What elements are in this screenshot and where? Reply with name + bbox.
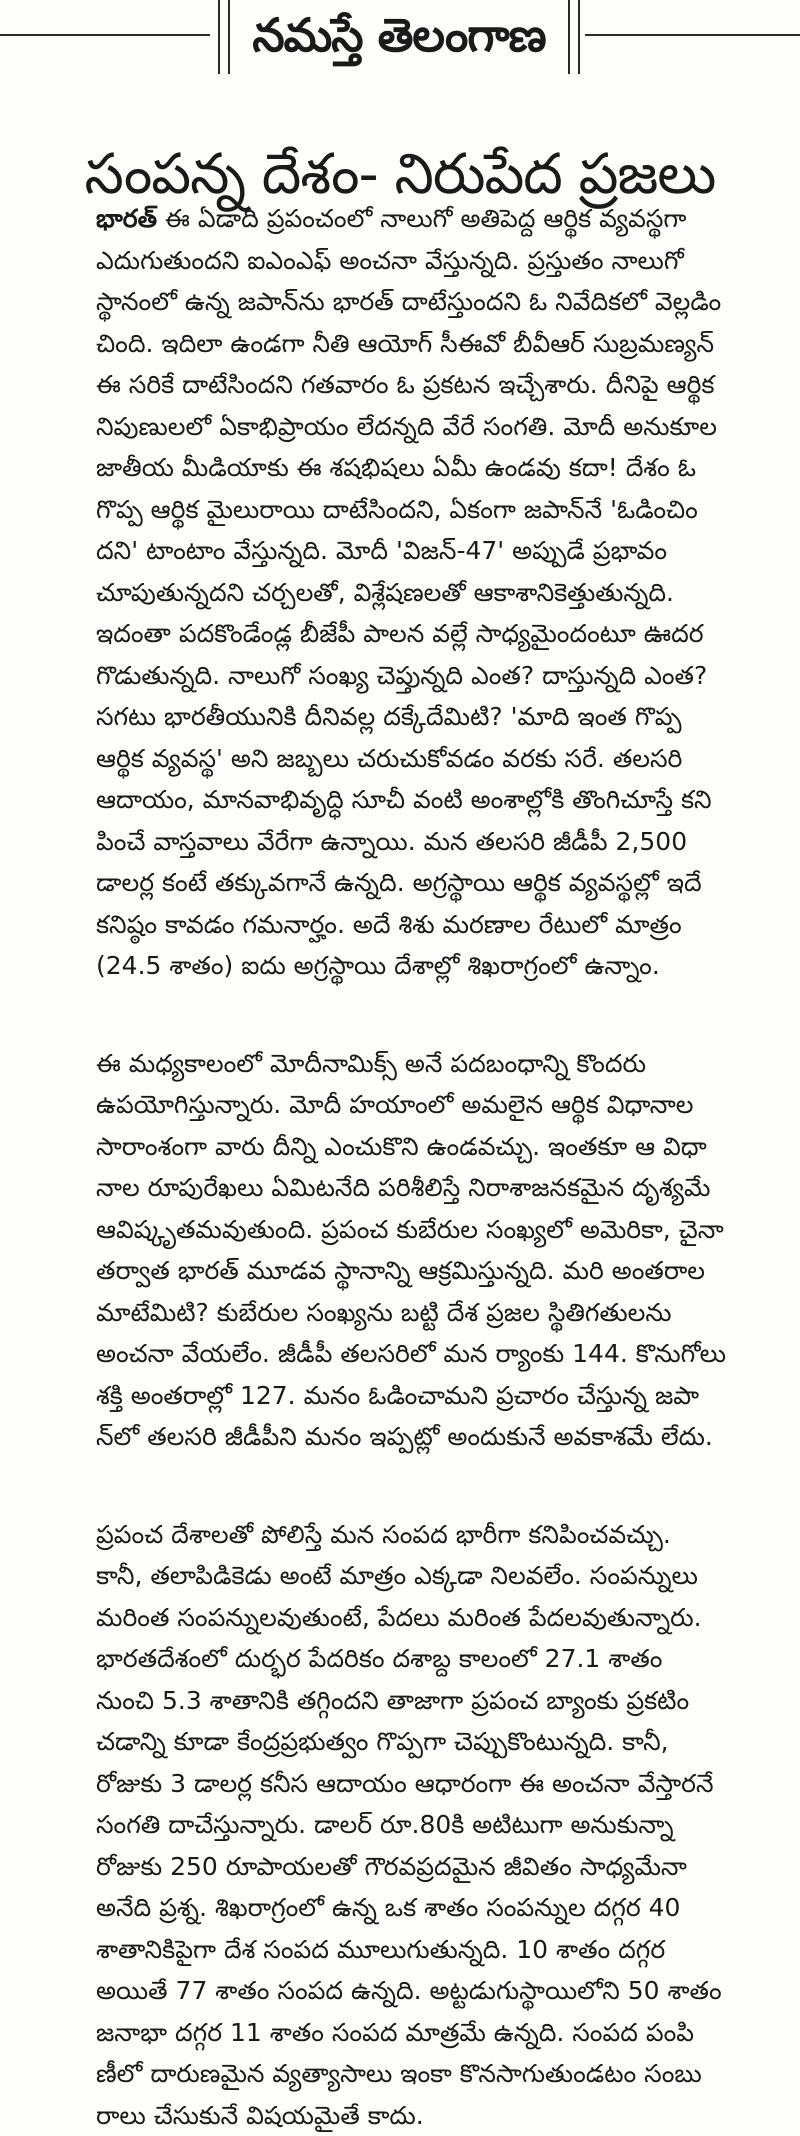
masthead-bar: [218, 0, 220, 74]
paragraph-line: శాతానికిపైగా దేశ సంపద మూలుగుతున్నది. 10 శాతం దగ్గర: [96, 1929, 796, 1971]
article-body: [96, 198, 796, 2136]
paragraph-line: ఆవిష్కృతమవుతుంది. ప్రపంచ కుబేరుల సంఖ్యలో అమెరికా, చైనా: [96, 1209, 796, 1251]
paragraph-line: సంగతి దాచేస్తున్నారు. డాలర్ రూ.80కి అటిటుగా అనుకున్నా: [96, 1804, 796, 1846]
article-headline: సంపన్న దేశం- నిరుపేద ప్రజలు: [0, 142, 800, 221]
paragraph-line: [96, 198, 796, 240]
paragraph-line: ప్రపంచ దేశాలతో పోలిస్తే మన సంపద భారీగా కనిపించవచ్చు.: [96, 1514, 796, 1556]
paragraph-line: సగటు భారతీయునికి దీనివల్ల దక్కేదేమిటి? 'మాది ఇంత గొప్ప: [96, 696, 796, 738]
paragraph-line: మాటేమిటి? కుబేరుల సంఖ్యను బట్టి దేశ ప్రజల స్థితిగతులను: [96, 1292, 796, 1334]
paragraph-line: మరింత సంపన్నులవుతుంటే, పేదలు మరింత పేదలవుతున్నారు.: [96, 1597, 796, 1639]
paragraph-line: తర్వాత భారత్ మూడవ స్థానాన్ని ఆక్రమిస్తున్నది. మరి అంతరాల: [96, 1250, 796, 1292]
paragraph-line: జాతీయ మీడియాకు ఈ శషభిషలు ఏమీ ఉండవు కదా! దేశం ఓ: [96, 447, 796, 489]
article-paragraph: [96, 198, 796, 987]
paragraph-line: ఉపయోగిస్తున్నారు. మోదీ హయాంలో అమలైన ఆర్థిక విధానాల: [96, 1084, 796, 1126]
paragraph-line: ఆర్థిక వ్యవస్థ' అని జబ్బలు చరుచుకోవడం వరకు సరే. తలసరి: [96, 738, 796, 780]
paragraph-line: ణీలో దారుణమైన వ్యత్యాసాలు ఇంకా కొనసాగుతుండటం సంబు: [96, 2053, 796, 2095]
paragraph-line: చింది. ఇదిలా ఉండగా నీతి ఆయోగ్ సీఈవో బీవీఆర్ సుబ్రమణ్యన్: [96, 323, 796, 365]
masthead-bar: [578, 0, 580, 74]
masthead-rule-right: [585, 34, 800, 36]
paragraph-line: అనేది ప్రశ్న. శిఖరాగ్రంలో ఉన్న ఒక శాతం సంపన్నుల దగ్గర 40: [96, 1887, 796, 1929]
paragraph-line: శక్తి అంతరాల్లో 127. మనం ఓడించామని ప్రచారం చేస్తున్న జపా: [96, 1375, 796, 1417]
paragraph-line: సారాంశంగా వారు దీన్ని ఎంచుకొని ఉండవచ్చు. ఇంతకూ ఆ విధా: [96, 1126, 796, 1168]
paragraph-line: రోజుకు 250 రూపాయలతో గౌరవప్రదమైన జీవితం సాధ్యమేనా: [96, 1846, 796, 1888]
paragraph-line: ఆదాయం, మానవాభివృద్ధి సూచీ వంటి అంశాల్లోకి తొంగిచూస్తే కని: [96, 779, 796, 821]
paragraph-line: గొప్ప ఆర్థిక మైలురాయి దాటేసిందని, ఏకంగా జపాన్‌నే 'ఓడించిం: [96, 489, 796, 531]
paragraph-line: ఈ మధ్యకాలంలో మోదీనామిక్స్ అనే పదబంధాన్ని కొందరు: [96, 1043, 796, 1085]
paragraph-line: న్‌లో తలసరి జీడీపీని మనం ఇప్పట్లో అందుకునే అవకాశమే లేదు.: [96, 1416, 796, 1458]
paragraph-line: ఎదుగుతుందని ఐఎంఎఫ్ అంచనా వేస్తున్నది. ప్రస్తుతం నాలుగో: [96, 240, 796, 282]
lead-word: భారత్: [96, 204, 157, 233]
paragraph-line: గొడుతున్నది. నాలుగో సంఖ్య చెప్తున్నది ఎంత? దాస్తున్నది ఎంత?: [96, 655, 796, 697]
masthead-rule-left: [0, 34, 210, 36]
masthead: [0, 0, 800, 88]
paragraph-line: భారతదేశంలో దుర్భర పేదరికం దశాబ్ద కాలంలో 27.1 శాతం: [96, 1638, 796, 1680]
paragraph-line: ఇదంతా పదకొండేండ్ల బీజేపీ పాలన వల్లే సాధ్యమైందంటూ ఊదర: [96, 613, 796, 655]
masthead-bar: [228, 0, 230, 74]
paragraph-line: చూపుతున్నదని చర్చలతో, విశ్లేషణలతో ఆకాశానికెత్తుతున్నది.: [96, 572, 796, 614]
paragraph-line: కానీ, తలాపిడికెడు అంటే మాత్రం ఎక్కడా నిలవలేం. సంపన్నులు: [96, 1555, 796, 1597]
paragraph-line: నాల రూపురేఖలు ఏమిటనేది పరిశీలిస్తే నిరాశాజనకమైన దృశ్యమే: [96, 1167, 796, 1209]
paragraph-line: దని' టాంటాం వేస్తున్నది. మోదీ 'విజన్-47' అప్పుడే ప్రభావం: [96, 530, 796, 572]
paragraph-gap: [96, 987, 796, 1043]
paragraph-line: చడాన్ని కూడా కేంద్రప్రభుత్వం గొప్పగా చెప్పుకొంటున్నది. కానీ,: [96, 1721, 796, 1763]
paragraph-gap: [96, 1458, 796, 1514]
article-paragraph: [96, 1043, 796, 1458]
paragraph-line: రోజుకు 3 డాలర్ల కనీస ఆదాయం ఆధారంగా ఈ అంచనా వేస్తారనే: [96, 1763, 796, 1805]
paragraph-line: నిపుణులలో ఏకాభిప్రాయం లేదన్నది వేరే సంగతి. మోదీ అనుకూల: [96, 406, 796, 448]
masthead-bar: [568, 0, 570, 74]
paragraph-line: (24.5 శాతం) ఐదు అగ్రస్థాయి దేశాల్లో శిఖరాగ్రంలో ఉన్నాం.: [96, 945, 796, 987]
article-paragraph: [96, 1514, 796, 2136]
paragraph-line: జనాభా దగ్గర 11 శాతం సంపద మాత్రమే ఉన్నది. సంపద పంపి: [96, 2012, 796, 2054]
paragraph-line: అంచనా వేయలేం. జీడీపీ తలసరిలో మన ర్యాంకు 144. కొనుగోలు: [96, 1333, 796, 1375]
paragraph-line: కనిష్ఠం కావడం గమనార్హం. అదే శిశు మరణాల రేటులో మాత్రం: [96, 904, 796, 946]
paragraph-line: పించే వాస్తవాలు వేరేగా ఉన్నాయి. మన తలసరి జీడీపీ 2,500: [96, 821, 796, 863]
paragraph-line: రాలు చేసుకునే విషయమైతే కాదు.: [96, 2095, 796, 2136]
newspaper-name: నమస్తే తెలంగాణ: [232, 8, 566, 74]
paragraph-line: స్థానంలో ఉన్న జపాన్‌ను భారత్ దాటేస్తుందని ఓ నివేదికలో వెల్లడిం: [96, 281, 796, 323]
paragraph-line: ఈ సరికే దాటేసిందని గతవారం ఓ ప్రకటన ఇచ్చేశారు. దీనిపై ఆర్థిక: [96, 364, 796, 406]
paragraph-line: డాలర్ల కంటే తక్కువగానే ఉన్నది. అగ్రస్థాయి ఆర్థిక వ్యవస్థల్లో ఇదే: [96, 862, 796, 904]
paragraph-line: నుంచి 5.3 శాతానికి తగ్గిందని తాజాగా ప్రపంచ బ్యాంకు ప్రకటిం: [96, 1680, 796, 1722]
paragraph-line: అయితే 77 శాతం సంపద ఉన్నది. అట్టడుగుస్థాయిలోని 50 శాతం: [96, 1970, 796, 2012]
lead-line-text: ఈ ఏడాది ప్రపంచంలో నాలుగో అతిపెద్ద ఆర్థిక వ్యవస్థగా: [157, 204, 686, 233]
